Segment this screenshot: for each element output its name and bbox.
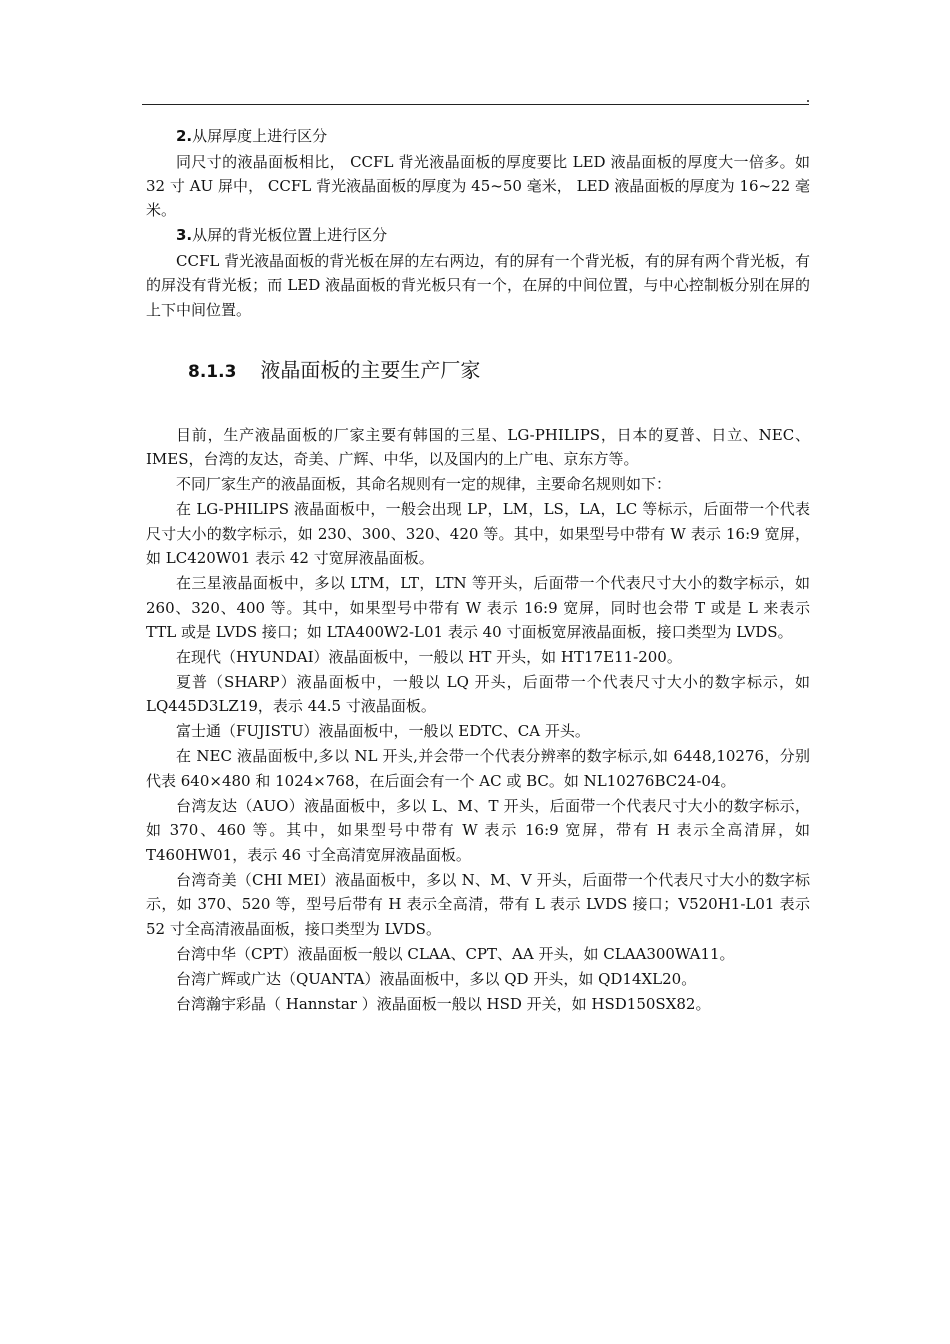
- subsection-heading-2: [146, 124, 810, 149]
- paragraph: 同尺寸的液晶面板相比， CCFL 背光液晶面板的厚度要比 LED 液晶面板的厚度大一倍多。如 32 寸 AU 屏中， CCFL 背光液晶面板的厚度为 45~50 毫米， LED 液晶面板的厚度为 16~22 毫米。: [146, 152, 810, 220]
- header-rule-mark: [807, 100, 809, 102]
- paragraph: 在现代（HYUNDAI）液晶面板中，一般以 HT 开头，如 HT17E11-200。: [176, 648, 682, 667]
- paragraph: 在三星液晶面板中，多以 LTM，LT，LTN 等开头，后面带一个代表尺寸大小的数字标示，如 260、320、400 等。其中，如果型号中带有 W 表示 16:9 宽屏，同时也会带 T 或是 L 来表示 TTL 或是 LVDS 接口；如 LTA400W2-L01 表示 40 寸面板宽屏液晶面板，接口类型为 LVDS。: [146, 574, 810, 642]
- paragraph: 夏普（SHARP）液晶面板中，一般以 LQ 开头，后面带一个代表尺寸大小的数字标示，如 LQ445D3LZ19，表示 44.5 寸液晶面板。: [146, 673, 810, 716]
- subsection-number: 3.: [176, 226, 193, 245]
- subsection-number: 2.: [176, 127, 193, 145]
- paragraph: 台湾中华（CPT）液晶面板一般以 CLAA、CPT、AA 开头，如 CLAA300WA11。: [176, 944, 735, 963]
- paragraph: 在 NEC 液晶面板中,多以 NL 开头,并会带一个代表分辨率的数字标示,如 6448,10276，分别代表 640×480 和 1024×768，在后面会有一个 AC 或 BC。如 NL10276BC24-04。: [146, 747, 810, 790]
- paragraph: 台湾广辉或广达（QUANTA）液晶面板中，多以 QD 开头，如 QD14XL20。: [176, 969, 697, 988]
- paragraph: 目前，生产液晶面板的厂家主要有韩国的三星、LG-PHILIPS，日本的夏普、日立、NEC、IMES，台湾的友达，奇美、广辉、中华，以及国内的上广电、京东方等。: [146, 426, 810, 469]
- section-number: 8.1.3: [188, 362, 237, 383]
- document-body: [146, 124, 810, 1017]
- section-title: 液晶面板的主要生产厂家: [260, 358, 481, 383]
- paragraph: 台湾友达（AUO）液晶面板中，多以 L、M、T 开头，后面带一个代表尺寸大小的数字标示，如 370、460 等。其中，如果型号中带有 W 表示 16:9 宽屏，带有 H 表示全高清屏，如 T460HW01，表示 46 寸全高清宽屏液晶面板。: [146, 796, 810, 864]
- paragraph: 富士通（FUJISTU）液晶面板中，一般以 EDTC、CA 开头。: [176, 722, 590, 741]
- paragraph: 台湾瀚宇彩晶（ Hannstar ）液晶面板一般以 HSD 开关，如 HSD150SX82。: [176, 994, 711, 1013]
- paragraph: 台湾奇美（CHI MEI）液晶面板中，多以 N、M、V 开头，后面带一个代表尺寸大小的数字标示，如 370、520 等，型号后带有 H 表示全高清，带有 L 表示 LVDS 接口；V520H1-L01 表示 52 寸全高清液晶面板，接口类型为 LVDS。: [146, 870, 810, 938]
- section-heading: [146, 356, 810, 386]
- paragraph: 在 LG-PHILIPS 液晶面板中，一般会出现 LP，LM，LS，LA，LC 等标示，后面带一个代表尺寸大小的数字标示，如 230、300、320、420 等。其中，如果型号中带有 W 表示 16:9 宽屏，如 LC420W01 表示 42 寸宽屏液晶面板。: [146, 500, 810, 568]
- paragraph: 不同厂家生产的液晶面板，其命名规则有一定的规律，主要命名规则如下：: [176, 475, 672, 494]
- subsection-heading-3: [146, 223, 810, 248]
- subsection-title: 从屏厚度上进行区分: [192, 127, 328, 145]
- subsection-title: 从屏的背光板位置上进行区分: [192, 226, 388, 245]
- header-rule: [142, 104, 809, 105]
- paragraph: CCFL 背光液晶面板的背光板在屏的左右两边，有的屏有一个背光板，有的屏有两个背光板，有的屏没有背光板；而 LED 液晶面板的背光板只有一个，在屏的中间位置，与中心控制板分别在屏的上下中间位置。: [146, 251, 810, 319]
